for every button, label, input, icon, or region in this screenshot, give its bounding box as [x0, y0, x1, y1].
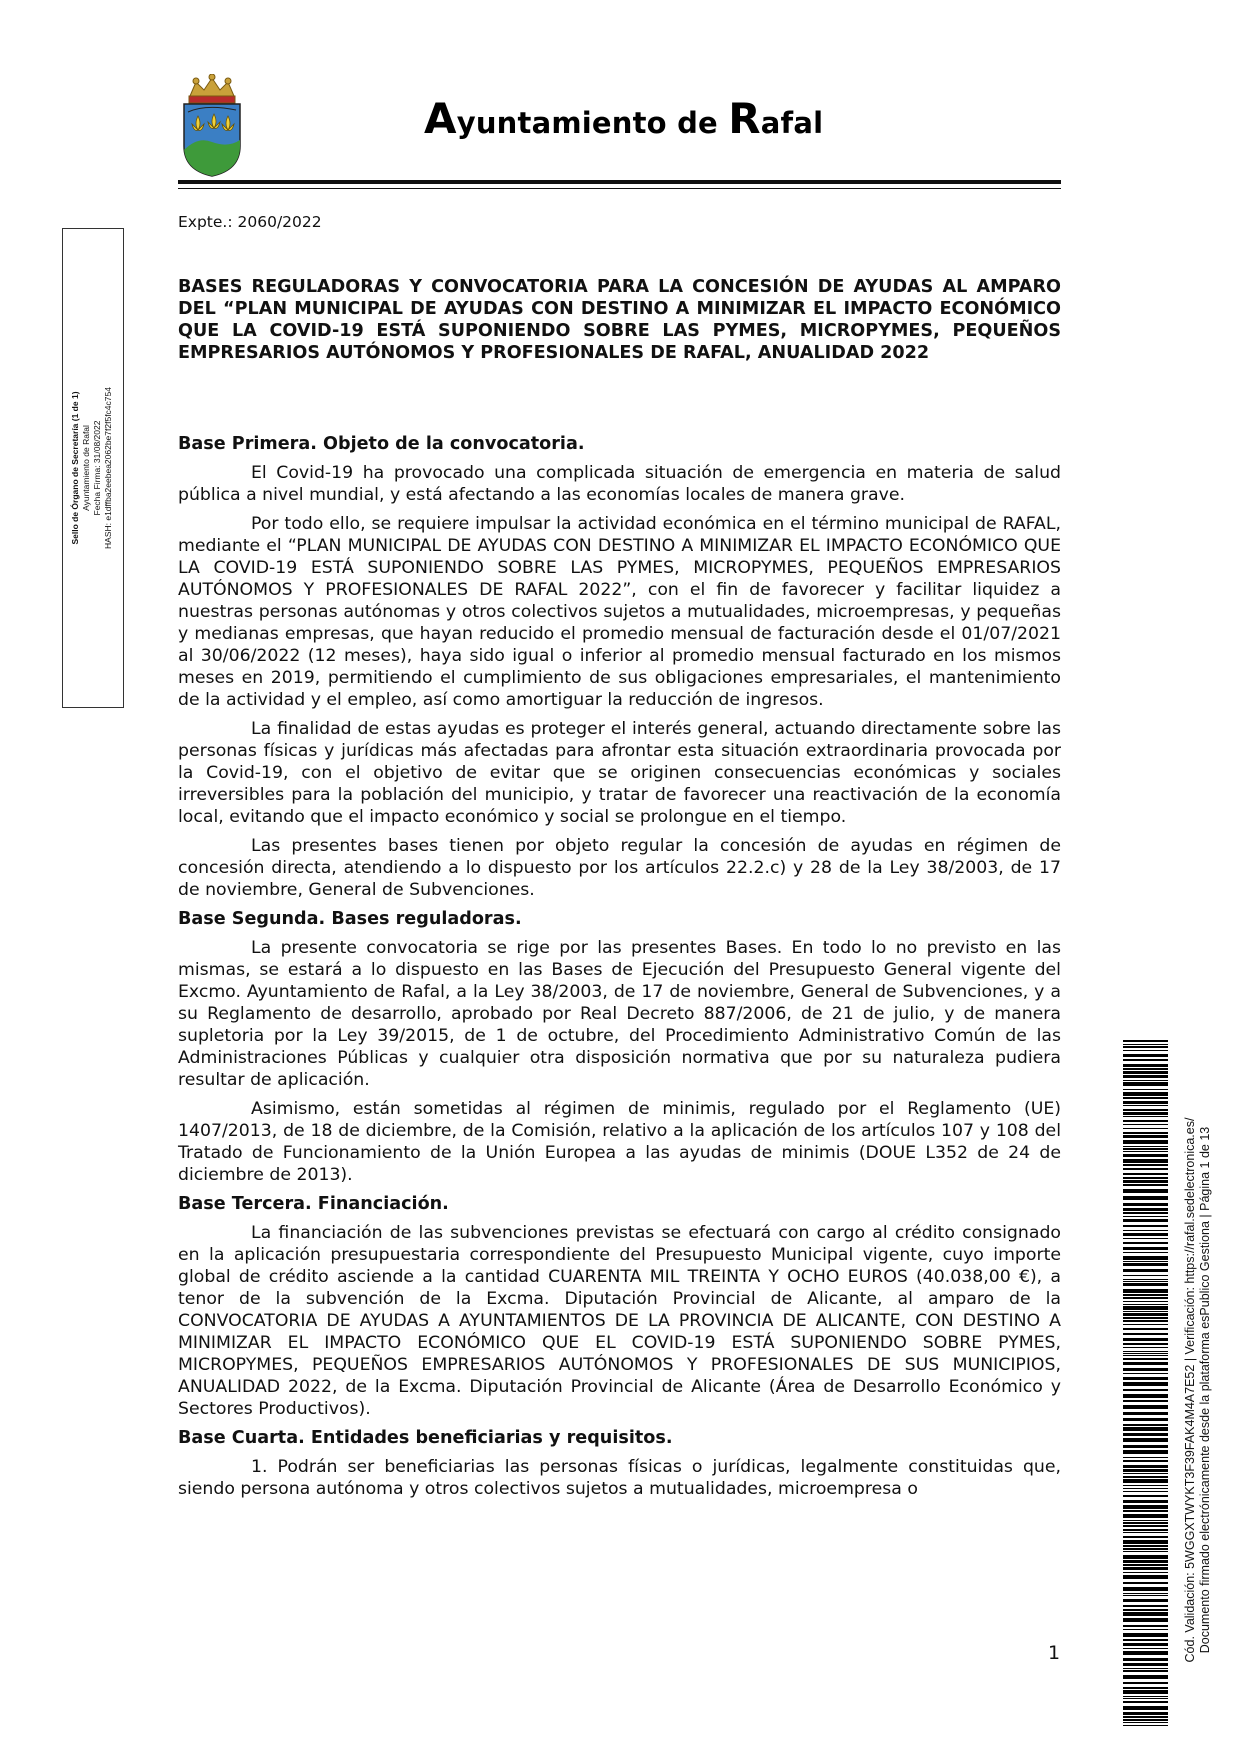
section-heading: Base Cuarta. Entidades beneficiarias y requisitos.	[178, 1428, 673, 1448]
coat-of-arms-icon	[176, 74, 248, 178]
section-heading: Base Primera. Objeto de la convocatoria.	[178, 434, 585, 454]
paragraph: Asimismo, están sometidas al régimen de minimis, regulado por el Reglamento (UE) 1407/2013, de 18 de diciembre, de la Comisión, relativo a la aplicación de los artículos 107 y 108 del Tratado de Funcionamiento de la Unión Europea a las ayudas de minimis (DOUE L352 de 24 de diciembre de 2013).	[178, 1099, 1061, 1185]
paragraph: Las presentes bases tienen por objeto regular la concesión de ayudas en régimen de concesión directa, atendiendo a lo dispuesto por los artículos 22.2.c) y 28 de la Ley 38/2003, de 17 de noviembre, General de Subvenciones.	[178, 836, 1061, 900]
verification-line: Documento firmado electrónicamente desde la plataforma esPublico Gestiona | Página 1 de 13	[1198, 1126, 1212, 1654]
document-body	[178, 433, 1061, 1507]
verification-text	[1183, 1040, 1213, 1740]
secretary-seal-text	[70, 258, 114, 678]
barcode-icon	[1123, 1040, 1168, 1726]
seal-line: Sello de Órgano de Secretaría (1 de 1)	[70, 391, 80, 545]
paragraph: La financiación de las subvenciones previstas se efectuará con cargo al crédito consignado en la aplicación presupuestaria correspondiente del Presupuesto Municipal vigente, cuyo importe global de crédito asciende a la cantidad CUARENTA MIL TREINTA Y OCHO EUROS (40.038,00 €), a tenor de la subvención de la Excma. Diputación Provincial de Alicante, al amparo de la CONVOCATORIA DE AYUDAS A AYUNTAMIENTOS DE LA PROVINCIA DE ALICANTE, CON DESTINO A MINIMIZAR EL IMPACTO ECONÓMICO QUE EL COVID-19 ESTÁ SUPONIENDO SOBRE PYMES, MICROPYMES, PEQUEÑOS EMPRESARIOS AUTÓNOMOS Y PROFESIONALES DE SUS MUNICIPIOS, ANUALIDAD 2022, de la Excma. Diputación Provincial de Alicante (Área de Desarrollo Económico y Sectores Productivos).	[178, 1223, 1061, 1419]
verification-line: Cód. Validación: 5WGGXTWYKT3F39FAK4M4A7E52 | Verificación: https://rafal.sedelectronica.es/	[1183, 1117, 1197, 1663]
document-title: BASES REGULADORAS Y CONVOCATORIA PARA LA CONCESIÓN DE AYUDAS AL AMPARO DEL “PLAN MUNICIPAL DE AYUDAS CON DESTINO A MINIMIZAR EL IMPACTO ECONÓMICO QUE LA COVID-19 ESTÁ SUPONIENDO SOBRE LAS PYMES, MICROPYMES, PEQUEÑOS EMPRESARIOS AUTÓNOMOS Y PROFESIONALES DE RAFAL, ANUALIDAD 2022	[178, 277, 1061, 363]
seal-line: Fecha Firma: 31/08/2022	[92, 420, 102, 516]
section-heading: Base Segunda. Bases reguladoras.	[178, 909, 522, 929]
header-rule-thick	[178, 180, 1061, 184]
section-heading: Base Tercera. Financiación.	[178, 1194, 449, 1214]
org-title-part: yuntamiento de	[456, 106, 729, 140]
seal-line: HASH: e1dffba2eebea2062be7f2f5fc4c754	[103, 387, 113, 549]
organization-title	[424, 94, 823, 143]
page-number: 1	[1048, 1642, 1061, 1664]
org-title-part-end: afal	[760, 106, 824, 140]
paragraph: La finalidad de estas ayudas es proteger el interés general, actuando directamente sobre las personas físicas y jurídicas más afectadas para afrontar esta situación extraordinaria provocada por la Covid-19, con el objetivo de evitar que se originen consecuencias económicas y sociales irreversibles para la población del municipio, y tratar de favorecer una reactivación de la economía local, evitando que el impacto económico y social se prolongue en el tiempo.	[178, 719, 1061, 827]
paragraph: La presente convocatoria se rige por las presentes Bases. En todo lo no previsto en las mismas, se estará a lo dispuesto en las Bases de Ejecución del Presupuesto General vigente del Excmo. Ayuntamiento de Rafal, a la Ley 38/2003, de 17 de noviembre, General de Subvenciones, y a su Reglamento de desarrollo, aprobado por Real Decreto 887/2006, de 21 de julio, y de manera supletoria por la Ley 39/2015, de 1 de octubre, del Procedimiento Administrativo Común de las Administraciones Públicas y cualquier otra disposición normativa que por su naturaleza pudiera resultar de aplicación.	[178, 938, 1061, 1090]
org-title-initial-a: A	[424, 94, 457, 143]
paragraph: El Covid-19 ha provocado una complicada situación de emergencia en materia de salud pública a nivel mundial, y está afectando a las economías locales de manera grave.	[178, 463, 1061, 505]
header-rule-thin	[178, 188, 1061, 189]
org-title-initial-r: R	[728, 94, 761, 143]
paragraph: Por todo ello, se requiere impulsar la actividad económica en el término municipal de RAFAL, mediante el “PLAN MUNICIPAL DE AYUDAS CON DESTINO A MINIMIZAR EL IMPACTO ECONÓMICO QUE LA COVID-19 ESTÁ SUPONIENDO SOBRE LAS PYMES, MICROPYMES, PEQUEÑOS EMPRESARIOS AUTÓNOMOS Y PROFESIONALES DE RAFAL 2022”, con el fin de favorecer y facilitar liquidez a nuestras personas autónomas y otros colectivos sujetos a mutualidades, microempresas, y pequeñas y medianas empresas, que hayan reducido el promedio mensual de facturación desde el 01/07/2021 al 30/06/2022 (12 meses), haya sido igual o inferior al promedio mensual facturado en los mismos meses en 2019, permitiendo el cumplimiento de sus obligaciones empresariales, el mantenimiento de la actividad y el empleo, así como amortiguar la reducción de ingresos.	[178, 514, 1061, 710]
paragraph: 1. Podrán ser beneficiarias las personas físicas o jurídicas, legalmente constituidas que, siendo persona autónoma y otros colectivos sujetos a mutualidades, microempresa o	[178, 1457, 1061, 1499]
seal-line: Ayuntamiento de Rafal	[81, 425, 91, 511]
file-number: Expte.: 2060/2022	[178, 213, 322, 231]
